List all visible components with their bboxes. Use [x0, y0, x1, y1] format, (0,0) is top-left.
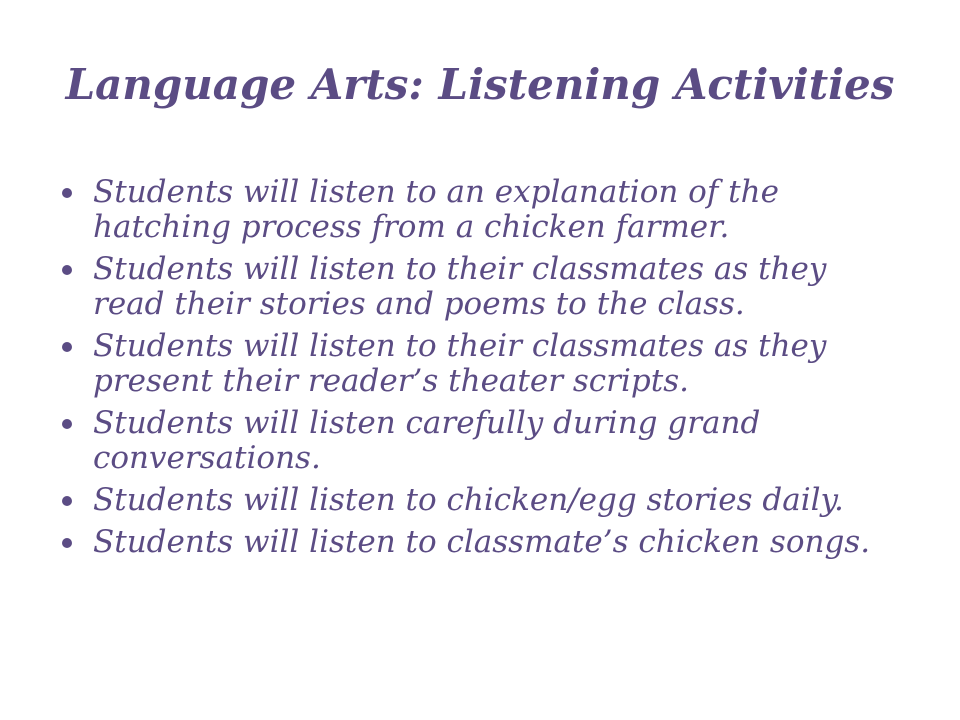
bullet-text: Students will listen to their classmates as they read their stories and poems to the class.: [93, 251, 827, 322]
bullet-item: [60, 406, 900, 476]
bullet-item: [60, 525, 900, 560]
bullet-text: Students will listen to an explanation of the hatching process from a chicken farmer.: [93, 174, 779, 245]
bullet-icon: [62, 265, 72, 275]
bullet-icon: [62, 538, 72, 548]
bullet-item: [60, 175, 900, 245]
bullet-list: [60, 175, 900, 567]
bullet-icon: [62, 188, 72, 198]
bullet-text: Students will listen carefully during grand conversations.: [93, 405, 761, 476]
bullet-icon: [62, 496, 72, 506]
bullet-text: Students will listen to classmate’s chicken songs.: [93, 524, 871, 560]
bullet-icon: [62, 342, 72, 352]
slide-title: Language Arts: Listening Activities: [65, 60, 895, 109]
bullet-item: [60, 329, 900, 399]
bullet-item: [60, 252, 900, 322]
bullet-icon: [62, 419, 72, 429]
bullet-text: Students will listen to chicken/egg stories daily.: [93, 482, 844, 518]
bullet-item: [60, 483, 900, 518]
bullet-text: Students will listen to their classmates as they present their reader’s theater scripts.: [93, 328, 827, 399]
